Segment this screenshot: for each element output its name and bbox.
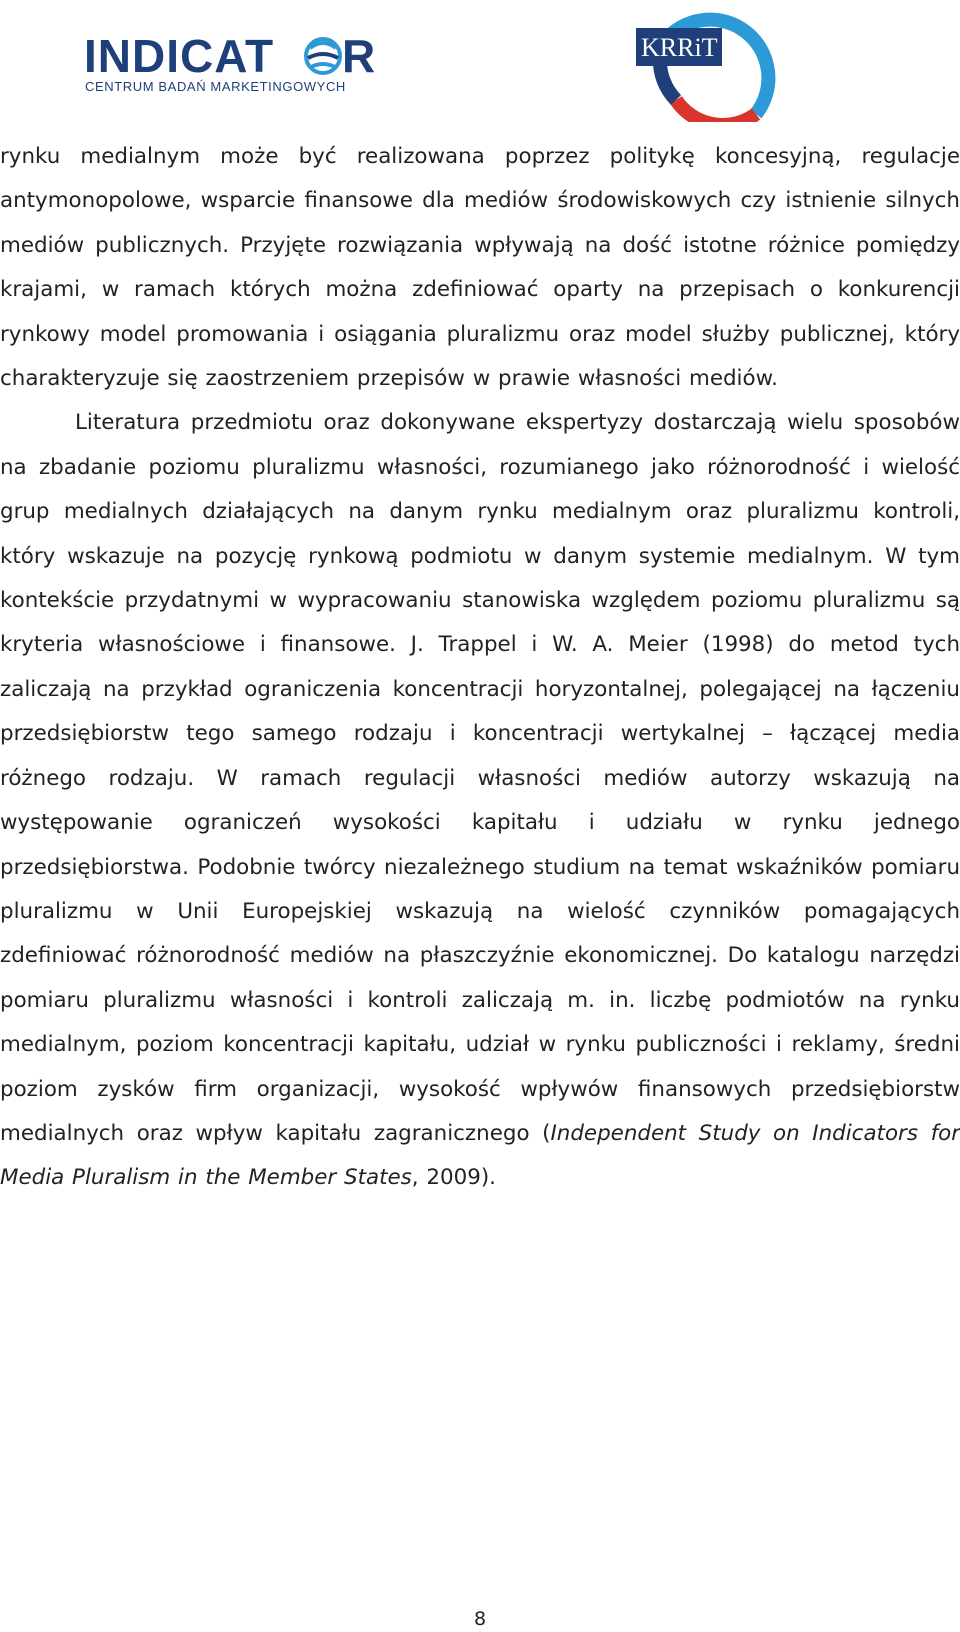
citation-end: , 2009).: [411, 1165, 496, 1191]
indicator-logo-text-part2: R: [342, 30, 376, 82]
paragraph-2: [0, 401, 960, 1200]
page-number: 8: [473, 1608, 487, 1630]
indicator-logo-subtitle: CENTRUM BADAŃ MARKETINGOWYCH: [85, 79, 346, 94]
indicator-globe-icon: [306, 39, 340, 73]
document-body: [0, 135, 960, 1201]
paragraph-1: rynku medialnym może być realizowana poprzez politykę koncesyjną, regulacje antymonopolowe, wsparcie finansowe dla mediów środowiskowych czy istnienie silnych mediów publicznych. Przyjęte rozwiązania wpływają na dość istotne różnice pomiędzy krajami, w ramach których można zdefiniować oparty na przepisach o konkurencji rynkowy model promowania i osiągania pluralizmu oraz model służby publicznej, który charakteryzuje się zaostrzeniem przepisów w prawie własności mediów.: [0, 144, 960, 392]
citation-title: Independent Study on Indicators for Media Pluralism in the Member States: [0, 1120, 960, 1191]
paragraph-2-main-text: Literatura przedmiotu oraz dokonywane ekspertyzy dostarczają wielu sposobów na zbadanie poziomu pluralizmu własności, rozumianego jako różnorodność i wielość grup medialnych działających na danym rynku medialnym oraz pluralizmu kontroli, który wskazuje na pozycję rynkową podmiotu w danym systemie medialnym. W tym kontekście przydatnymi w wypracowaniu stanowiska względem poziomu pluralizmu są kryteria własnościowe i finansowe. J. Trappel i W. A. Meier (1998) do metod tych zaliczają na przykład ograniczenia koncentracji horyzontalnej, polegającej na łączeniu przedsiębiorstw tego samego rodzaju i koncentracji wertykalnej – łączącej media różnego rodzaju. W ramach regulacji własności mediów autorzy wskazują na występowanie ograniczeń wysokości kapitału i udziału w rynku jednego przedsiębiorstwa. Podobnie twórcy niezależnego studium na temat wskaźników pomiaru pluralizmu w Unii Europejskiej wskazują na wielość czynników pomagających zdefiniować różnorodność mediów na płaszczyźnie ekonomicznej. Do katalogu narzędzi pomiaru pluralizmu własności i kontroli zaliczają m. in. liczbę podmiotów na rynku medialnym, poziom koncentracji kapitału, udział w rynku publiczności i reklamy, średni poziom zysków firm organizacji, wysokość wpływów finansowych przedsiębiorstw medialnych oraz wpływ kapitału zagranicznego (: [0, 410, 960, 1146]
krrit-logo-text: KRRiT: [641, 33, 718, 62]
krrit-logo-icon: [636, 2, 806, 122]
page-header: [0, 0, 960, 124]
indicator-logo-icon: [84, 28, 384, 98]
indicator-logo-text-part1: INDICAT: [84, 30, 275, 82]
